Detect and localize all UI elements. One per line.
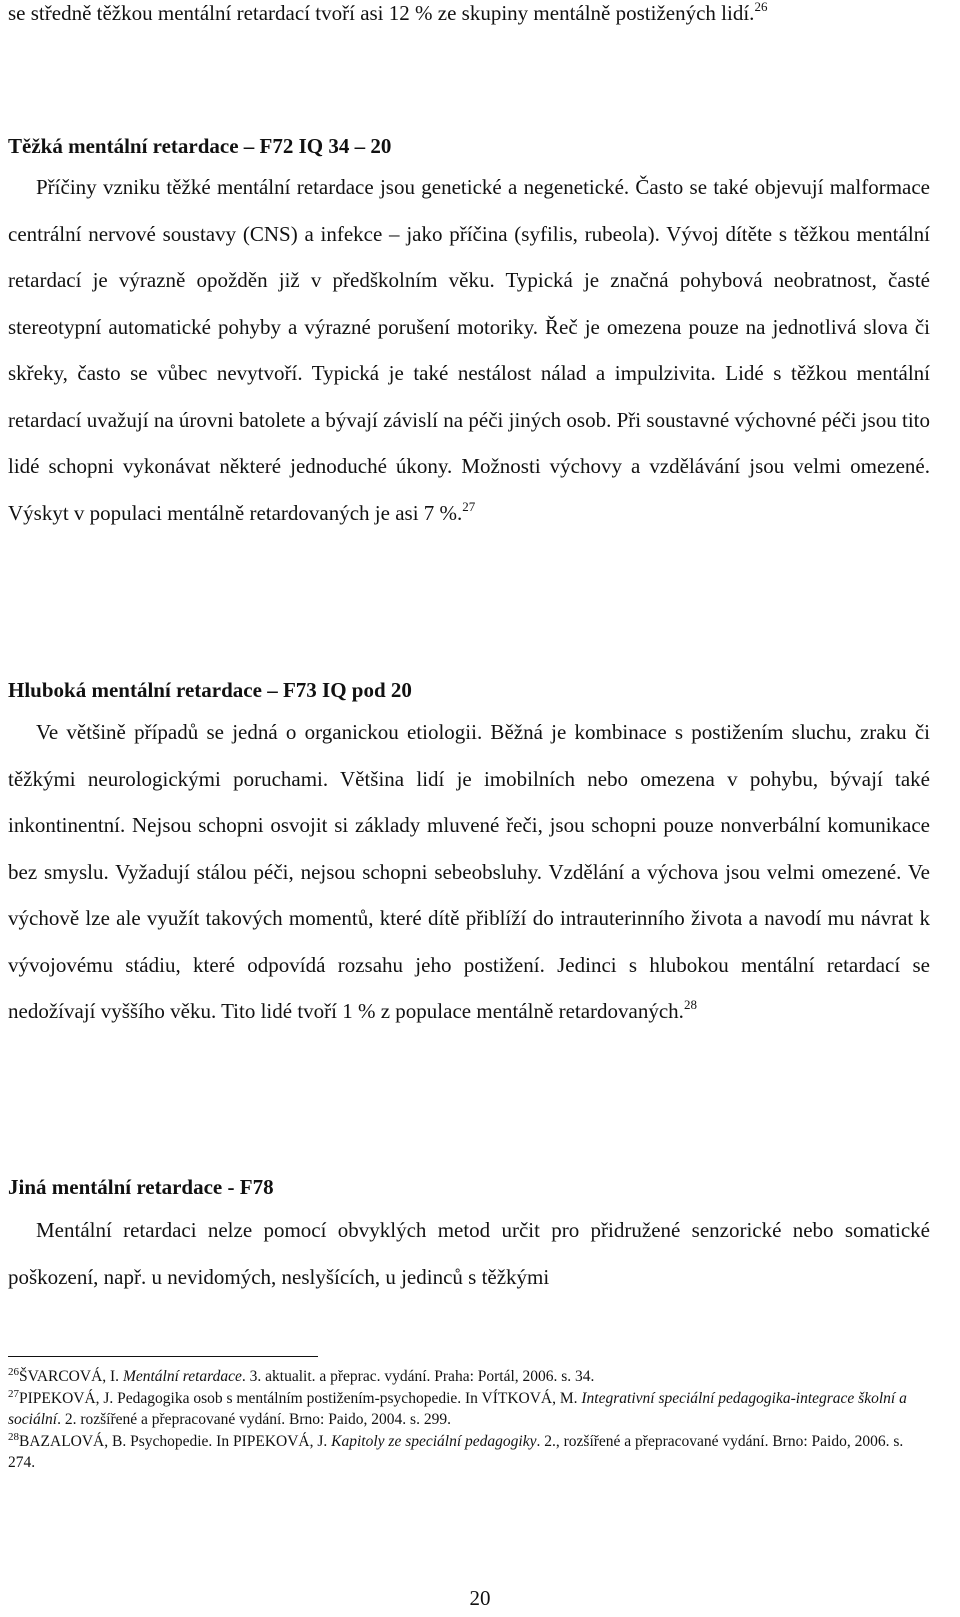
footnote-separator xyxy=(8,1356,318,1357)
footnote-text: BAZALOVÁ, B. Psychopedie. In PIPEKOVÁ, J. xyxy=(19,1432,332,1450)
footnote-26 xyxy=(8,1366,930,1388)
paragraph-severe-retardation xyxy=(8,164,930,536)
paragraph-profound-retardation xyxy=(8,709,930,1035)
paragraph-other-text: Mentální retardaci nelze pomocí obvyklých metod určit pro přidružené senzorické nebo somatické poškození, např. u nevidomých, neslyšících, u jedinců s těžkými xyxy=(8,1218,930,1289)
footnote-title: Kapitoly ze speciální pedagogiky xyxy=(331,1432,537,1450)
footnote-ref-26[interactable]: 26 xyxy=(754,0,768,14)
intro-paragraph xyxy=(8,0,930,37)
footnote-title: Integrativní speciální pedagogika-integrace školní a sociální xyxy=(8,1389,907,1428)
paragraph-other-retardation xyxy=(8,1207,930,1300)
page-number: 20 xyxy=(469,1586,491,1610)
heading-other-retardation: Jiná mentální retardace - F78 xyxy=(8,1175,274,1199)
footnote-number: 27 xyxy=(8,1387,19,1400)
footnote-ref-27[interactable]: 27 xyxy=(462,498,476,514)
intro-paragraph-text: se středně těžkou mentální retardací tvoří asi 12 % ze skupiny mentálně postižených lidí. xyxy=(8,1,755,25)
footnote-text: PIPEKOVÁ, J. Pedagogika osob s mentálním postižením-psychopedie. In VÍTKOVÁ, M. xyxy=(19,1389,582,1407)
footnote-27 xyxy=(8,1388,930,1431)
paragraph-severe-text: Příčiny vzniku těžké mentální retardace jsou genetické a negenetické. Často se také objevují malformace centrální nervové soustavy (CNS) a infekce – jako příčina (syfilis, rubeola). Vývoj dítěte s těžkou mentální retardací je výrazně opožděn již v předškolním věku. Typická je značná pohybová neobratnost, časté stereotypní automatické pohyby a výrazné porušení motoriky. Řeč je omezena pouze na jednotlivá slova či skřeky, často se vůbec nevytvoří. Typická je také nestálost nálad a impulzivita. Lidé s těžkou mentální retardací uvažují na úrovni batolete a bývají závislí na péči jiných osob. Při soustavné výchovné péči jsou tito lidé schopni vykonávat některé jednoduché úkony. Možnosti výchovy a vzdělávání jsou velmi omezené. Výskyt v populaci mentálně retardovaných je asi 7 %. xyxy=(8,175,930,525)
footnotes xyxy=(8,1366,930,1474)
heading-profound-retardation: Hluboká mentální retardace – F73 IQ pod 20 xyxy=(8,678,412,702)
footnote-title: Mentální retardace xyxy=(122,1368,242,1385)
footnote-ref-28[interactable]: 28 xyxy=(683,997,697,1012)
footnote-text: . 3. aktualit. a přeprac. vydání. Praha: Portál, 2006. s. 34. xyxy=(241,1368,595,1385)
footnote-28 xyxy=(8,1431,930,1474)
heading-severe-retardation: Těžká mentální retardace – F72 IQ 34 – 20 xyxy=(8,134,392,158)
footnote-text: . 2., rozšířené a přepracované vydání. Brno: Paido, 2006. s. 274. xyxy=(8,1432,904,1471)
footnote-number: 28 xyxy=(8,1430,19,1443)
footnote-text: ŠVARCOVÁ, I. xyxy=(19,1368,123,1385)
footnote-text: . 2. rozšířené a přepracované vydání. Brno: Paido, 2004. s. 299. xyxy=(57,1411,451,1428)
footnote-number: 26 xyxy=(8,1366,19,1378)
paragraph-profound-text: Ve většině případů se jedná o organickou etiologii. Běžná je kombinace s postižením sluchu, zraku či těžkými neurologickými poruchami. Většina lidí je imobilních nebo omezena v pohybu, bývají také inkontinentní. Nejsou schopni osvojit si základy mluvené řeči, jsou schopni pouze nonverbální komunikace bez smyslu. Vyžadují stálou péči, nejsou schopni sebeobsluhy. Vzdělání a výchova jsou velmi omezené. Ve výchově lze ale využít takových momentů, které dítě přiblíží do intrauterinního života a navodí mu návrat k vývojovému stádiu, které odpovídá rozsahu jeho postižení. Jedinci s hlubokou mentální retardací se nedožívají vyššího věku. Tito lidé tvoří 1 % z populace mentálně retardovaných. xyxy=(8,720,930,1023)
